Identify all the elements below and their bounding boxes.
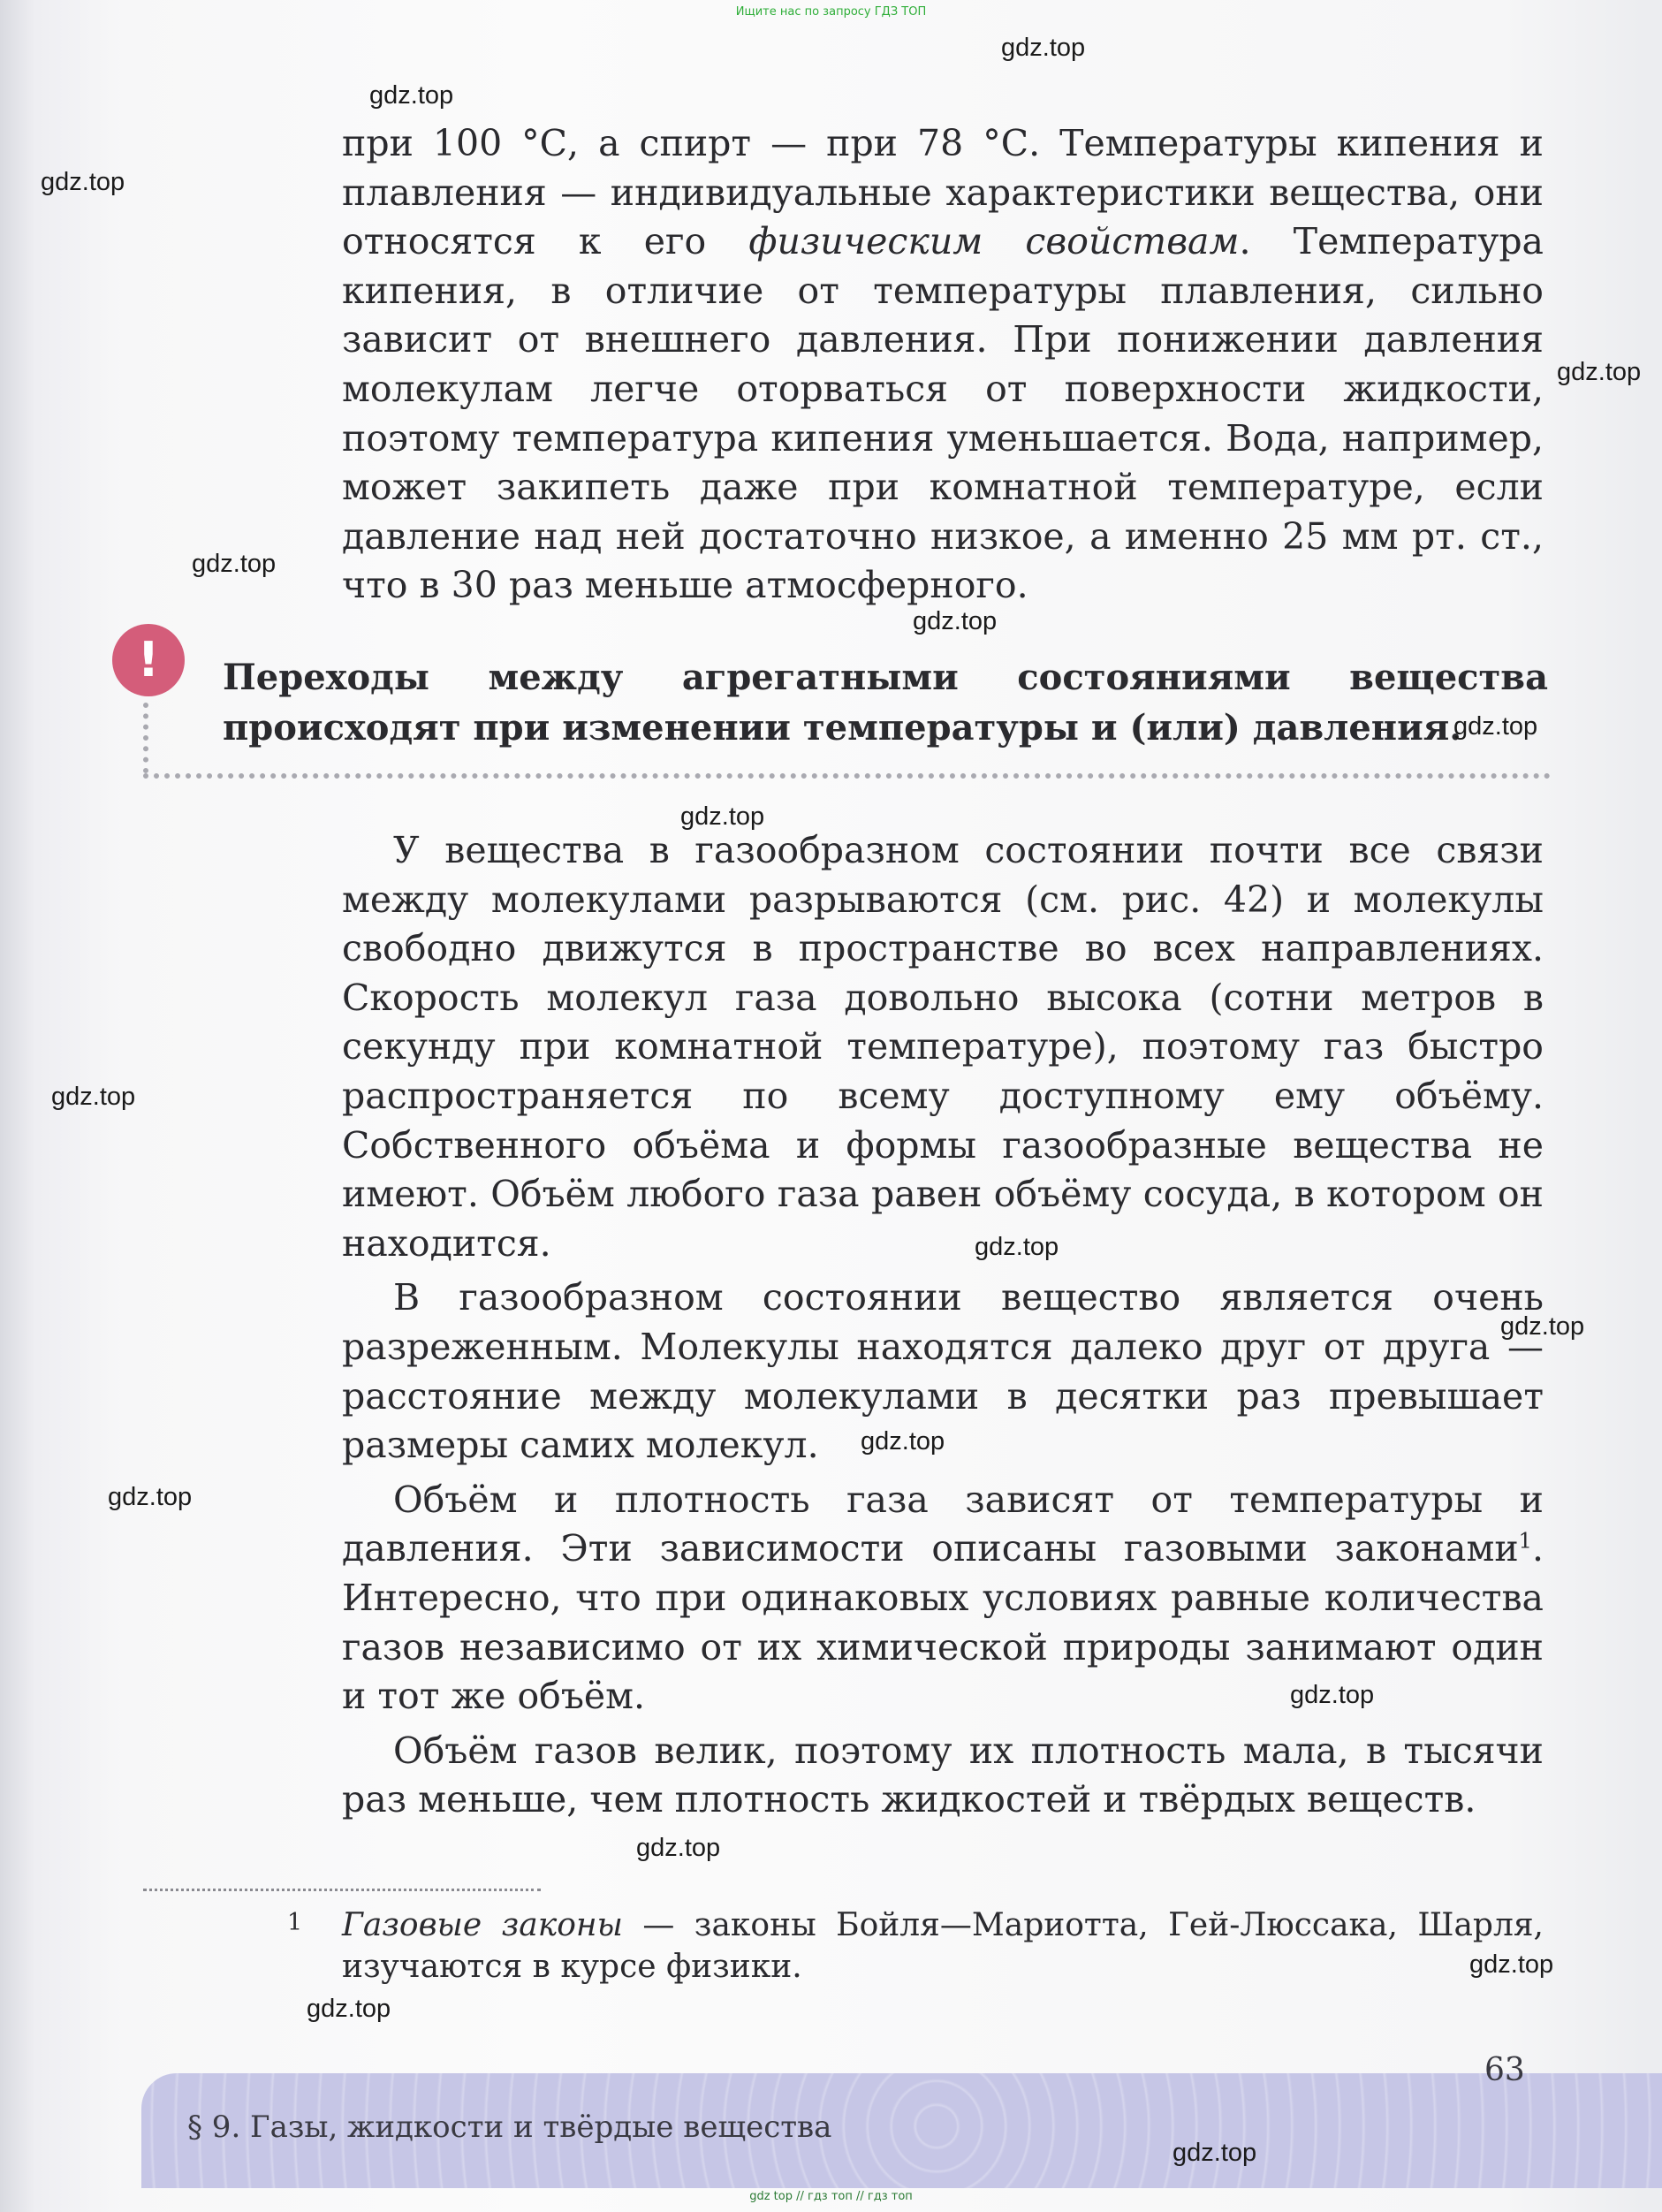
bottom-banner: gdz top // гдз топ // гдз топ (749, 2190, 913, 2203)
paragraph-boiling-start: при 100 °С, а спирт — при 78 °С. Температуры кипения и плавления — индивидуальные характеристики вещества, они относятся к его (342, 122, 1544, 263)
term-physical-properties: физическим свойствам (748, 220, 1240, 263)
section-title: § 9. Газы, жидкости и твёрдые вещества (187, 2109, 832, 2145)
watermark: gdz.top (636, 1834, 721, 1862)
paragraph-gas-laws-end: . Интересно, что при одинаковых условиях равные количества газов независимо от их химической природы занимают один и тот же объём. (342, 1527, 1544, 1718)
paragraph-gas-laws-text: Объём и плотность газа зависят от температуры и давления. Эти зависимости описаны газовыми законами (342, 1478, 1544, 1570)
footnote-number: 1 (287, 1909, 303, 1936)
watermark: gdz.top (1557, 358, 1642, 386)
watermark: gdz.top (1001, 34, 1086, 62)
watermark: gdz.top (192, 550, 277, 578)
exclamation-icon: ! (112, 624, 185, 696)
watermark: gdz.top (307, 1995, 391, 2023)
paragraph-gas-state: У вещества в газообразном состоянии почти все связи между молекулами разрываются (см. рис. 42) и молекулы свободно движутся в пространстве во всех направлениях. Скорость молекул газа довольно высока (сотни метров в секунду при комнатной температуре), поэтому газ быстро распространяется по всему доступному ему объёму. Собственного объёма и формы газообразные вещества не имеют. Объём любого газа равен объёму сосуда, в котором он находится. (342, 829, 1544, 1265)
watermark: gdz.top (108, 1483, 193, 1511)
paragraph-boiling-end: . Температура кипения, в отличие от температуры плавления, сильно зависит от внешнего давления. При понижении давления молекулам легче оторваться от поверхности жидкости, поэтому температура кипения уменьшается. Вода, например, может закипеть даже при комнатной температуре, если давление над ней достаточно низкое, а именно 25 мм рт. ст., что в 30 раз меньше атмосферного. (342, 220, 1544, 607)
footnote-definition: — законы Бойля—Мариотта, Гей-Люссака, Шарля, изучаются в курсе физики. (342, 1907, 1544, 1985)
footnote-text (342, 1904, 1544, 1988)
watermark: gdz.top (41, 168, 125, 196)
footnote-reference[interactable]: 1 (1518, 1528, 1532, 1554)
watermark: gdz.top (1290, 1681, 1375, 1709)
callout-text: Переходы между агрегатными состояниями вещества происходят при изменении температуры и (или) давления. (223, 657, 1548, 749)
watermark: gdz.top (1453, 712, 1538, 741)
page-number: 63 (1484, 2052, 1525, 2088)
body-text (342, 826, 1544, 1830)
watermark: gdz.top (861, 1427, 945, 1456)
top-banner: Ищите нас по запросу ГДЗ ТОП (735, 5, 927, 19)
watermark: gdz.top (51, 1083, 136, 1111)
footnote-separator (143, 1889, 541, 1891)
watermark: gdz.top (1173, 2139, 1257, 2167)
watermark: gdz.top (913, 607, 998, 635)
watermark: gdz.top (1500, 1312, 1585, 1341)
callout-divider-vertical (143, 703, 148, 773)
watermark: gdz.top (369, 81, 454, 110)
paragraph-rarefied: В газообразном состоянии вещество является очень разреженным. Молекулы находятся далеко друг от друга — расстояние между молекулами в десятки раз превышает размеры самих молекул. (342, 1276, 1544, 1467)
paragraph-density: Объём газов велик, поэтому их плотность мала, в тысячи раз меньше, чем плотность жидкостей и твёрдых веществ. (342, 1729, 1544, 1821)
paragraph-boiling (342, 119, 1544, 616)
footnote-term: Газовые законы (342, 1907, 623, 1943)
watermark: gdz.top (975, 1233, 1059, 1261)
watermark: gdz.top (1469, 1950, 1554, 1979)
watermark: gdz.top (680, 802, 765, 831)
callout-divider-horizontal (143, 773, 1551, 779)
